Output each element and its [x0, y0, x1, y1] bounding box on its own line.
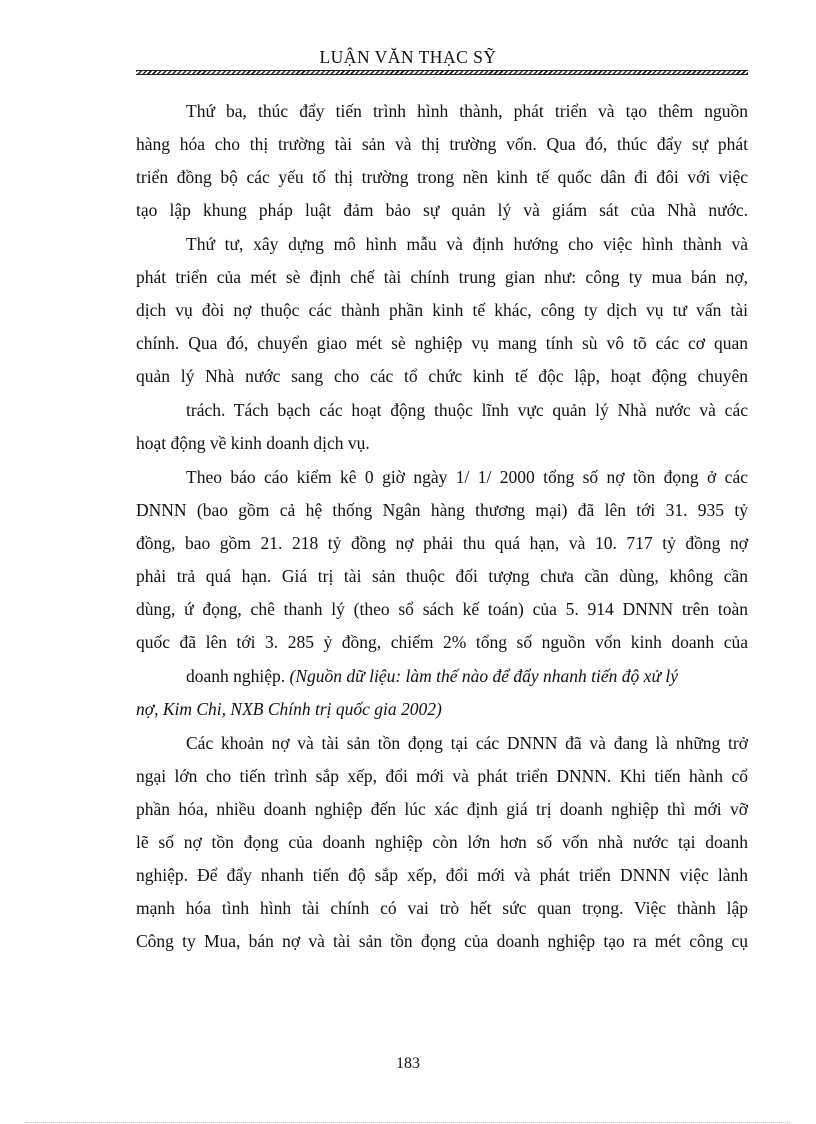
text-line: dùng, ứ đọng, chê thanh lý (theo sổ sách kế toán) của 5. 914 DNNN trên toàn — [136, 599, 748, 619]
citation-lead-text: doanh nghiệp. — [186, 666, 290, 686]
document-body — [136, 95, 748, 958]
text-line: trách. Tách bạch các hoạt động thuộc lĩnh vực quản lý Nhà nước và các — [186, 400, 748, 420]
text-line: phát triển của mét sè định chế tài chính trung gian như: công ty mua bán nợ, — [136, 267, 748, 287]
page-number: 183 — [396, 1055, 420, 1072]
text-line: Thứ tư, xây dựng mô hình mẫu và định hướng cho việc hình thành và — [186, 234, 748, 254]
text-line: Thứ ba, thúc đẩy tiến trình hình thành, phát triển và tạo thêm nguồn — [186, 101, 748, 121]
text-line: Theo báo cáo kiểm kê 0 giờ ngày 1/ 1/ 2000 tổng số nợ tồn đọng ở các — [186, 467, 748, 487]
citation-source: (Nguồn dữ liệu: làm thế nào để đẩy nhanh tiến độ xử lý — [289, 666, 678, 686]
text-line: hàng hóa cho thị trường tài sản và thị trường vốn. Qua đó, thúc đẩy sự phát — [136, 134, 748, 154]
text-line: mạnh hóa tình hình tài chính có vai trò hết sức quan trọng. Việc thành lập — [136, 898, 748, 918]
text-line: DNNN (bao gồm cả hệ thống Ngân hàng thương mại) đã lên tới 31. 935 tỷ — [136, 500, 748, 520]
text-line: Công ty Mua, bán nợ và tài sản tồn đọng của doanh nghiệp tạo ra mét công cụ — [136, 931, 748, 951]
text-line: ngại lớn cho tiến trình sắp xếp, đổi mới và phát triển DNNN. Khi tiến hành cổ — [136, 766, 748, 786]
text-line: dịch vụ đòi nợ thuộc các thành phần kinh tế khác, công ty dịch vụ tư vấn tài — [136, 300, 748, 320]
text-line: Các khoản nợ và tài sản tồn đọng tại các DNNN đã và đang là những trở — [186, 733, 748, 753]
text-line: phải trả quá hạn. Giá trị tài sản thuộc đối tượng chưa cần dùng, không cần — [136, 566, 748, 586]
text-line: nghiệp. Để đẩy nhanh tiến độ sắp xếp, đổi mới và phát triển DNNN việc lành — [136, 865, 748, 885]
text-line: đồng, bao gồm 21. 218 tỷ đồng nợ phải thu quá hạn, và 10. 717 tỷ đồng nợ — [136, 533, 748, 553]
page-header-title: LUẬN VĂN THẠC SỸ — [319, 47, 497, 67]
text-line: hoạt động về kinh doanh dịch vụ. — [136, 433, 370, 453]
header-rule — [136, 70, 748, 75]
text-line: phần hóa, nhiều doanh nghiệp đến lúc xác định giá trị doanh nghiệp thì mới vỡ — [136, 799, 748, 819]
text-line: lẽ số nợ tồn đọng của doanh nghiệp còn lớn hơn số vốn nhà nước tại doanh — [136, 832, 748, 852]
citation-source-cont: nợ, Kim Chi, NXB Chính trị quốc gia 2002) — [136, 699, 442, 719]
text-line: quản lý Nhà nước sang cho các tổ chức kinh tế độc lập, hoạt động chuyên — [136, 366, 748, 386]
text-line: chính. Qua đó, chuyển giao mét sè nghiệp vụ mang tính sù vô tõ các cơ quan — [136, 333, 748, 353]
text-line: triển đồng bộ các yếu tố thị trường trong nền kinh tế quốc dân đi đôi với việc — [136, 167, 748, 187]
text-line: tạo lập khung pháp luật đảm bảo sự quản lý và giám sát của Nhà nước. — [136, 200, 748, 220]
text-line-citation — [136, 660, 748, 693]
text-line: quốc đã lên tới 3. 285 ỷ đồng, chiếm 2% tổng số nguồn vốn kinh doanh của — [136, 632, 748, 652]
